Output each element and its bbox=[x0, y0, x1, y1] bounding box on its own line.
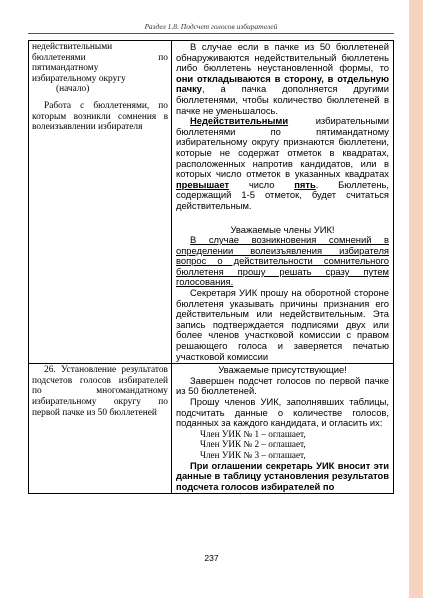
right-cell-row2 bbox=[172, 364, 394, 494]
address-uik-members: Уважаемые члены УИК! bbox=[230, 223, 335, 235]
left-cell-row2 bbox=[29, 364, 172, 494]
procedure-table bbox=[28, 40, 394, 494]
right-cell-row1 bbox=[172, 41, 394, 364]
table-row bbox=[29, 41, 394, 364]
paragraph-secretary-note: Секретаря УИК прошу на оборотной стороне бюллетеня указывать причины признания его действительным или недействительным. Эта запись подтверждается подписями двух или более членов участковой комиссии с правом решающего голоса и заверяется печатью участковой комиссии bbox=[176, 287, 389, 362]
paragraph-invalid-definition: Недействительными избирательными бюллетенями по пятимандатному избирательному округу признаются бюллетени, которые не содержат отметок в квадратах, расположенных напротив кандидатов, или в которых число отметок в указанных квадратах превышает число пять. Бюллетень, содержащий 1-5 отметок, будет считаться действительным. bbox=[176, 115, 389, 211]
member-3-announces: Член УИК № 3 – оглашает, bbox=[200, 449, 306, 460]
table-row bbox=[29, 364, 394, 494]
paragraph-invalid-in-pack: В случае если в пачке из 50 бюллетеней обнаруживаются недействительный бюллетень либо бюллетень неустановленной формы, то они откладываются в сторону, в отдельную пачку, а пачка дополняется другими бюллетенями, чтобы количество бюллетеней в пачке не уменьшалось. bbox=[176, 41, 389, 116]
paragraph-count-finished: Завершен подсчет голосов по первой пачке из 50 бюллетеней. bbox=[176, 374, 389, 397]
paragraph-doubtful-ballots: В случае возникновения сомнений в определении волеизъявления избирателя вопрос о действительности сомнительного бюллетеня прошу решать сразу путем голосования. bbox=[176, 234, 389, 288]
member-1-announces: Член УИК № 1 – оглашает, bbox=[200, 428, 306, 439]
paragraph-secretary-records: При оглашении секретарь УИК вносит эти данные в таблицу установления результатов подсчета голосов избирателей по bbox=[176, 459, 389, 492]
side-color-band bbox=[409, 0, 423, 598]
left-item-26-title: 26. Установление результатов подсчетов голосов избирателей по многомандатному избирательному округу по первой пачке из 50 бюллетеней bbox=[32, 365, 168, 418]
left-section-title: недействительными бюллетенями по пятимандатному избирательному округу (начало) bbox=[32, 42, 168, 95]
running-header: Раздел 1.8. Подсчет голосов избирателей bbox=[28, 22, 394, 34]
left-subsection-title: Работа с бюллетенями, по которым возникли сомнения в волеизъявлении избирателя bbox=[32, 100, 168, 133]
paragraph-request-tables: Прошу членов УИК, заполнявших таблицы, подсчитать данные о количестве голосов, поданных за каждого кандидата, и огласить их: bbox=[176, 396, 389, 429]
left-cell-row1 bbox=[29, 41, 172, 364]
page-number: 237 bbox=[204, 553, 219, 563]
member-2-announces: Член УИК № 2 – оглашает, bbox=[200, 439, 306, 450]
address-attendees: Уважаемые присутствующие! bbox=[218, 364, 347, 376]
